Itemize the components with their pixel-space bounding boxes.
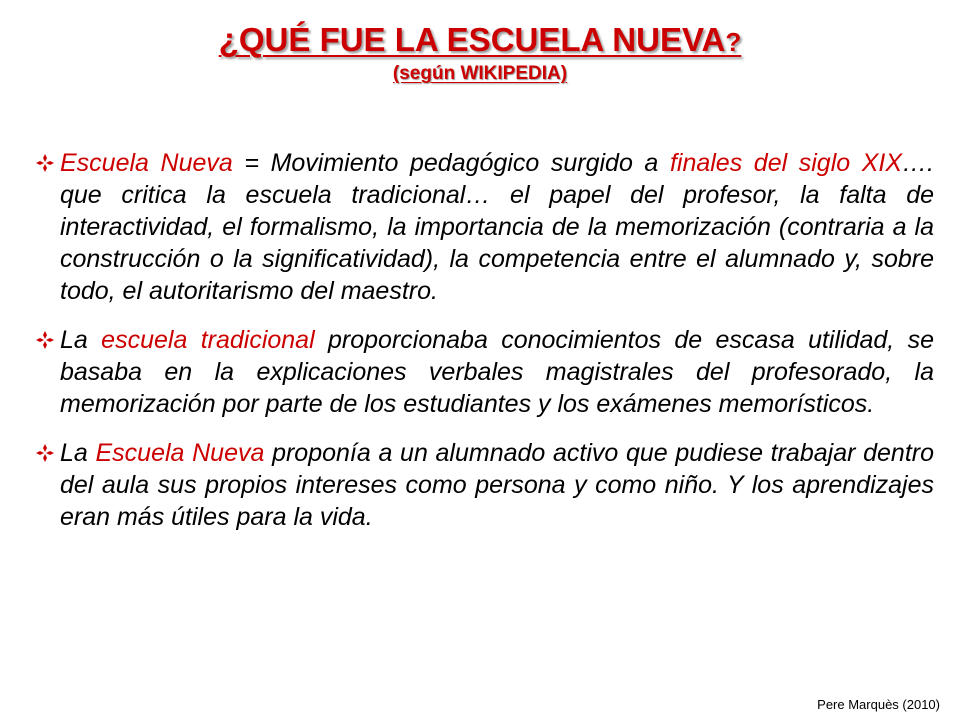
title-main: ¿QUÉ FUE LA ESCUELA NUEVA bbox=[218, 21, 726, 58]
bullet-text-segment: = Movimiento pedagógico surgido a bbox=[232, 149, 670, 177]
bullet-text-1 bbox=[60, 147, 934, 307]
diamond-bullet-icon bbox=[36, 444, 54, 462]
highlight-escuela-nueva: Escuela Nueva bbox=[95, 439, 265, 467]
bullet-text-2 bbox=[60, 324, 934, 420]
diamond-bullet-icon bbox=[36, 154, 54, 172]
bullet-item-3 bbox=[14, 437, 934, 533]
highlight-escuela-nueva: Escuela Nueva bbox=[60, 149, 233, 177]
bullet-text-segment: …. que critica la escuela tradicional… el papel del profesor, la falta de interactividad, el formalismo, la importancia de la memorización (contraria a la construcción o la significatividad), la competencia entre el alumnado y, sobre todo, el autoritarismo del maestro. bbox=[60, 149, 934, 305]
bullet-text-3 bbox=[60, 437, 934, 533]
bullet-item-2 bbox=[14, 324, 934, 420]
highlight-escuela-tradicional: escuela tradicional bbox=[101, 326, 315, 354]
bullet-item-1 bbox=[14, 147, 934, 307]
page-subtitle: (según WIKIPEDIA) bbox=[392, 63, 568, 84]
title-question-mark: ? bbox=[725, 27, 742, 57]
bullet-text-segment: La bbox=[60, 439, 96, 467]
diamond-bullet-icon bbox=[36, 331, 54, 349]
bullet-text-segment: proponía a un alumnado activo que pudiese trabajar dentro del aula sus propios intereses como persona y como niño. Y los aprendizajes eran más útiles para la vida. bbox=[60, 439, 934, 531]
page-title bbox=[0, 20, 960, 62]
title-block bbox=[0, 20, 960, 86]
bullet-text-segment: La bbox=[60, 326, 102, 354]
bullet-list bbox=[14, 147, 934, 550]
bullet-text-segment: proporcionaba conocimientos de escasa utilidad, se basaba en la explicaciones verbales magistrales del profesorado, la memorización por parte de los estudiantes y los exámenes memorísticos. bbox=[60, 326, 934, 418]
author-credit: Pere Marquès (2010) bbox=[817, 697, 940, 712]
highlight-finales-siglo: finales del siglo XIX bbox=[669, 149, 903, 177]
